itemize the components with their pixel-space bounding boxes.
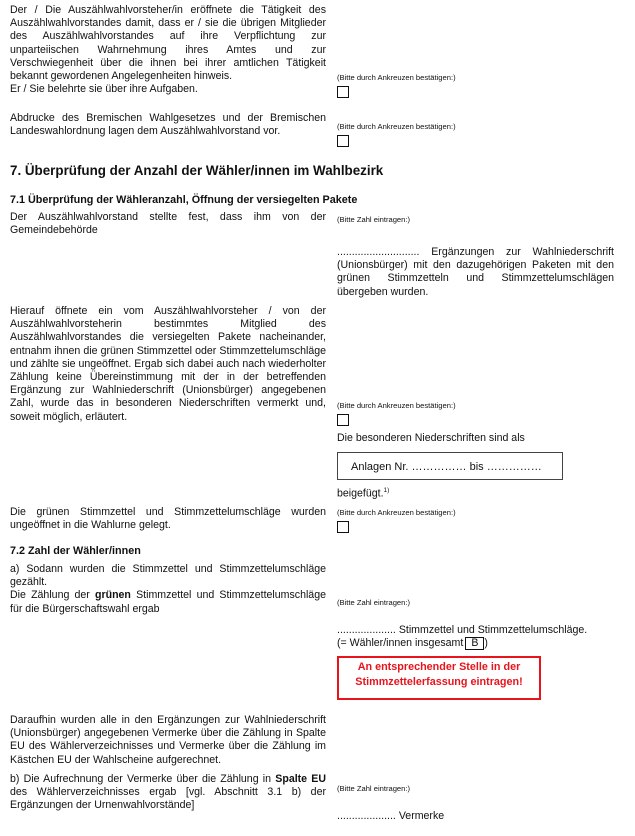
confirm-checkbox-2[interactable] — [337, 135, 349, 147]
s72-paragraph-after: Daraufhin wurden alle in den Ergänzungen zur Wahlniederschrift (Unionsbürger) angegebenen Vermerke über die Zählung in Spalte EU des Wählerverzeichnisses und Vermerke über die Zählung im Kästchen EU der Wahlscheine aufgerechnet. — [10, 714, 326, 766]
s71-paragraph-1: Der Auszählwahlvorstand stellte fest, dass ihm von der Gemeindebehörde — [10, 211, 326, 237]
number-hint: (Bitte Zahl eintragen:) — [337, 784, 411, 793]
s72-remarks-count: .................... Vermerke — [337, 810, 445, 822]
s71-special-records-text: Die besonderen Niederschriften sind als — [337, 432, 525, 444]
s71-supplements-count: ............................ Ergänzungen zur Wahlniederschrift (Unionsbürger) mit den dazugehörigen Paketen mit den grünen Stimmzetteln und Stimmzettelumschlägen übergeben wurden. — [337, 246, 614, 298]
section-7-heading: 7. Überprüfung der Anzahl der Wähler/innen im Wahlbezirk — [10, 163, 384, 178]
confirm-hint: (Bitte durch Ankreuzen bestätigen:) — [337, 401, 456, 410]
number-hint: (Bitte Zahl eintragen:) — [337, 598, 411, 607]
footnote-mark: 1) — [383, 487, 390, 494]
confirm-hint: (Bitte durch Ankreuzen bestätigen:) — [337, 122, 456, 131]
confirm-checkbox-3[interactable] — [337, 414, 349, 426]
supplements-count-field[interactable]: ............................ — [337, 246, 420, 258]
section-7-2-heading: 7.2 Zahl der Wähler/innen — [10, 545, 141, 557]
attachments-frame — [337, 452, 563, 480]
intro-paragraph-1: Der / Die Auszählwahlvorsteher/in eröffnete die Tätigkeit des Auszählwahlvorstandes damit, dass er / sie die übrigen Mitglieder des Auszählwahlvorstandes auf ihre Verpflichtung zur unparteiischen Wahrnehmung ihres Amtes und zur Verschwiegenheit über die ihnen bei ihrer amtlichen Tätigkeit bekannt gewordenen Angelegenheiten hinweis. Er / Sie belehrte sie über ihre Aufgaben. — [10, 4, 326, 96]
s71-paragraph-3: Die grünen Stimmzettel und Stimmzettelumschläge wurden ungeöffnet in die Wahlurne gelegt. — [10, 506, 326, 532]
s72-ballot-count: .................... Stimmzettel und Stimmzettelumschläge. (= Wähler/innen insgesamt B ) — [337, 624, 588, 650]
section-7-1-heading: 7.1 Überprüfung der Wähleranzahl, Öffnung der versiegelten Pakete — [10, 194, 358, 206]
red-notice-box: An entsprechender Stelle in der Stimmzettelerfassung eintragen! — [337, 656, 541, 700]
box-b: B — [465, 637, 484, 650]
remarks-count-field[interactable]: .................... — [337, 810, 396, 822]
confirm-hint: (Bitte durch Ankreuzen bestätigen:) — [337, 73, 456, 82]
confirm-hint: (Bitte durch Ankreuzen bestätigen:) — [337, 508, 456, 517]
ballot-count-field[interactable]: .................... — [337, 624, 396, 636]
s71-paragraph-2: Hierauf öffnete ein vom Auszählwahlvorsteher / von der Auszählwahlvorsteherin bestimmtes Mitglied des Auszählwahlvorstandes die versiegelten Pakete nacheinander, entnahm ihnen die grünen Stimmzettel oder Stimmzettelumschläge und zählte sie ungeöffnet. Ergab sich dabei auch nach wiederholter Zählung keine Übereinstimmung mit der in der betreffenden Ergänzung zur Wahlniederschrift (Unionsbürger) angegebenen Zahl, wurde das in besonderen Niederschriften vermerkt und, soweit möglich, erläutert. — [10, 305, 326, 423]
confirm-checkbox-4[interactable] — [337, 521, 349, 533]
s72-paragraph-b: b) Die Aufrechnung der Vermerke über die Zählung in Spalte EU des Wählerverzeichnisses ergab [vgl. Abschnitt 3.1 b) der Ergänzungen der Urnenwahlvorstände] — [10, 773, 327, 812]
number-hint: (Bitte Zahl eintragen:) — [337, 215, 411, 224]
s72-paragraph-a: a) Sodann wurden die Stimmzettel und Stimmzettelumschläge gezählt. Die Zählung der grünen Stimmzettel und Stimmzettelumschläge für die Bürgerschaftswahl ergab — [10, 563, 326, 615]
attachments-number-field[interactable]: Anlagen Nr. …………… bis …………… — [351, 461, 542, 473]
confirm-checkbox-1[interactable] — [337, 86, 349, 98]
intro-paragraph-2: Abdrucke des Bremischen Wahlgesetzes und der Bremischen Landeswahlordnung lagen dem Auszählwahlvorstand vor. — [10, 112, 326, 138]
attached-label: beigefügt.$^{1)}$ — [337, 487, 390, 500]
